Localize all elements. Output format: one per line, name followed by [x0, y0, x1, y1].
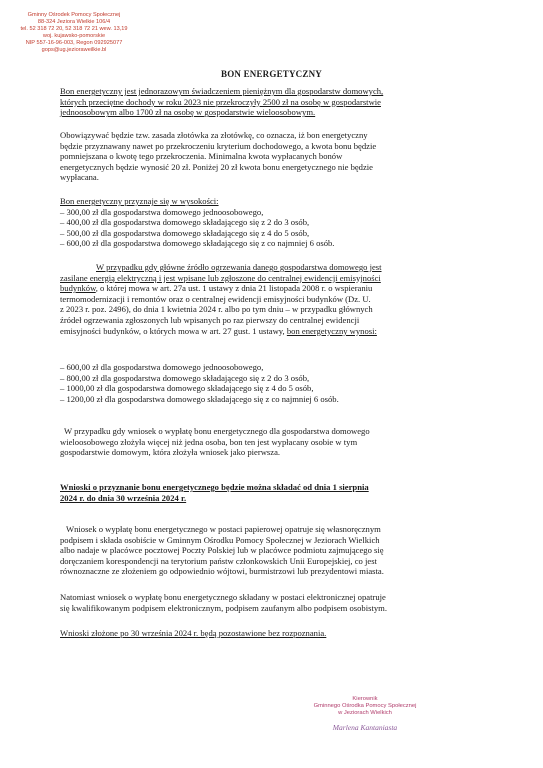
text-line: doręczaniem korespondencji na terytorium państw członkowskich Unii Europejskiej, co jest: [60, 555, 377, 566]
signature-line: w Jeziorach Wielkich: [338, 710, 392, 717]
institution-stamp: [14, 12, 134, 55]
text-line: podpisem i składa osobiście w Gminnym Ośrodku Pomocy Społecznej w Jeziorach Wielkich: [60, 534, 380, 545]
text-line: [60, 283, 487, 294]
signature-line: Gminnego Ośrodka Pomocy Społecznej: [313, 703, 417, 710]
multi-person-paragraph: [60, 426, 487, 458]
text-line: których przeciętne dochody w roku 2023 nie przekroczyły 2500 zł na osobę w gospodarstwie: [60, 96, 381, 107]
text-line: 2024 r. do dnia 30 września 2024 r.: [60, 492, 187, 503]
amounts-list: [60, 196, 487, 249]
stamp-line: tel. 52 318 72 20, 52 318 72 21 wew. 13,19: [20, 26, 128, 33]
text-line: się kwalifikowanym podpisem elektronicznym, podpisem zaufanym albo podpisem osobistym.: [60, 602, 387, 613]
text-line: [60, 326, 487, 337]
zloty-rule-paragraph: [60, 130, 487, 183]
text-line: wieloosobowego złożyła więcej niż jedna osoba, bon ten jest wypłacany osobie w tym: [60, 436, 358, 447]
stamp-line: 88-324 Jeziora Wielkie 106/4: [37, 19, 111, 26]
document-title: BON ENERGETYCZNY: [221, 69, 322, 79]
signature-line: Kierownik: [352, 696, 378, 702]
text-line: gospodarstwie domowym, która złożyła wniosek jako pierwsza.: [60, 447, 281, 458]
list-item: – 500,00 zł dla gospodarstwa domowego składającego się z 4 do 5 osób,: [60, 227, 310, 238]
stamp-line: woj. kujawsko-pomorskie: [42, 33, 106, 40]
text-line: energetycznych będzie wynosić 20 zł. Poniżej 20 zł kwota bonu energetycznego nie będzie: [60, 161, 374, 172]
stamp-line: NIP 557-16-96-003, Regon 092925077: [25, 40, 123, 47]
list-item: – 300,00 zł dla gospodarstwa domowego jednoosobowego,: [60, 206, 264, 217]
stamp-line: gops@ug.jezioraweilkie.bl: [41, 47, 107, 54]
text-line: W przypadku gdy wniosek o wypłatę bonu energetycznego dla gospodarstwa domowego: [64, 426, 370, 436]
text-line: źródeł ogrzewania zgłoszonych lub wpisanych po raz pierwszy do centralnej ewidencji: [60, 314, 360, 325]
text-span: , o której mowa w art. 27a ust. 1 ustawy z dnia 21 listopada 2008 r. o wspieraniu: [95, 283, 373, 294]
list-item: – 800,00 zł dla gospodarstwa domowego składającego się z 2 do 3 osób,: [60, 372, 310, 383]
text-line: z 2023 r. poz. 2496), do dnia 1 kwietnia 2024 r. albo po tym dniu – w przypadku głównych: [60, 304, 373, 315]
intro-paragraph: [60, 86, 487, 118]
text-line: Obowiązywać będzie tzw. zasada złotówka za złotówkę, co oznacza, iż bon energetyczny: [60, 130, 368, 140]
paper-application-paragraph: [60, 524, 487, 577]
text-line: będzie przyznawany nawet po przekroczeniu kryterium dochodowego, a kwota bonu będzie: [60, 140, 377, 151]
text-line: W przypadku gdy główne źródło ogrzewania danego gospodarstwa domowego jest: [96, 262, 382, 272]
text-line: zasilane energią elektryczną i jest wpisane lub zgłoszone do centralnej ewidencji emisyjności: [60, 272, 381, 283]
deadline-paragraph: [60, 482, 487, 503]
electronic-application-paragraph: [60, 592, 487, 613]
text-line: albo nadaje w placówce pocztowej Poczty Polskiej lub w placówce podmiotu zajmującego się: [60, 545, 384, 556]
late-application-note: [60, 628, 487, 639]
list-item: – 1000,00 zł dla gospodarstwa domowego składającego się z 4 do 5 osób,: [60, 383, 314, 394]
text-line: Wniosek o wypłatę bonu energetycznego w postaci papierowej opatruje się własnoręcznym: [66, 524, 381, 534]
text-line: wypłacana.: [60, 172, 99, 183]
amounts-heading: Bon energetyczny przyznaje się w wysokości:: [60, 196, 219, 206]
list-item: – 400,00 zł dla gospodarstwa domowego składającego się z 2 do 3 osób,: [60, 217, 310, 228]
list-item: – 1200,00 zł dla gospodarstwa domowego składającego się z co najmniej 6 osób.: [60, 393, 339, 404]
list-item: – 600,00 zł dla gospodarstwa domowego składającego się z co najmniej 6 osób.: [60, 238, 335, 249]
text-line: termomodernizacji i remontów oraz o centralnej ewidencji emisyjności budynków (Dz. U.: [60, 293, 371, 304]
text-line: pomniejszana o kwotę tego przekroczenia. Minimalna kwota wypłacanych bonów: [60, 151, 343, 162]
increased-amounts-list: [60, 362, 487, 404]
text-line: równoznaczne ze złożeniem go odpowiednio wójtowi, burmistrzowi lub prezydentowi miasta.: [60, 566, 384, 577]
heating-paragraph: [60, 262, 487, 336]
text-span: budynków: [60, 283, 96, 294]
text-span: emisyjności budynków, o których mowa w art. 27 gust. 1 ustawy,: [60, 325, 287, 336]
stamp-line: Gminny Ośrodek Pomocy Społecznej: [27, 12, 121, 18]
signature-name: Marlena Kantaniasta: [332, 722, 398, 732]
text-line: Natomiast wniosek o wypłatę bonu energetycznego składany w postaci elektronicznej opatruje: [60, 592, 386, 602]
signature-stamp: [300, 696, 430, 731]
text-line: Wnioski o przyznanie bonu energetycznego będzie można składać od dnia 1 sierpnia: [60, 482, 369, 492]
list-item: – 600,00 zł dla gospodarstwa domowego jednoosobowego,: [60, 362, 264, 372]
text-line: jednoosobowym albo 1700 zł na osobę w gospodarstwie wieloosobowym.: [60, 107, 316, 118]
text-span: bon energetyczny wynosi:: [286, 325, 377, 336]
text-line: Bon energetyczny jest jednorazowym świadczeniem pieniężnym dla gospodarstw domowych,: [60, 86, 384, 96]
text-line: Wnioski złożone po 30 września 2024 r. będą pozostawione bez rozpoznania.: [60, 628, 327, 638]
